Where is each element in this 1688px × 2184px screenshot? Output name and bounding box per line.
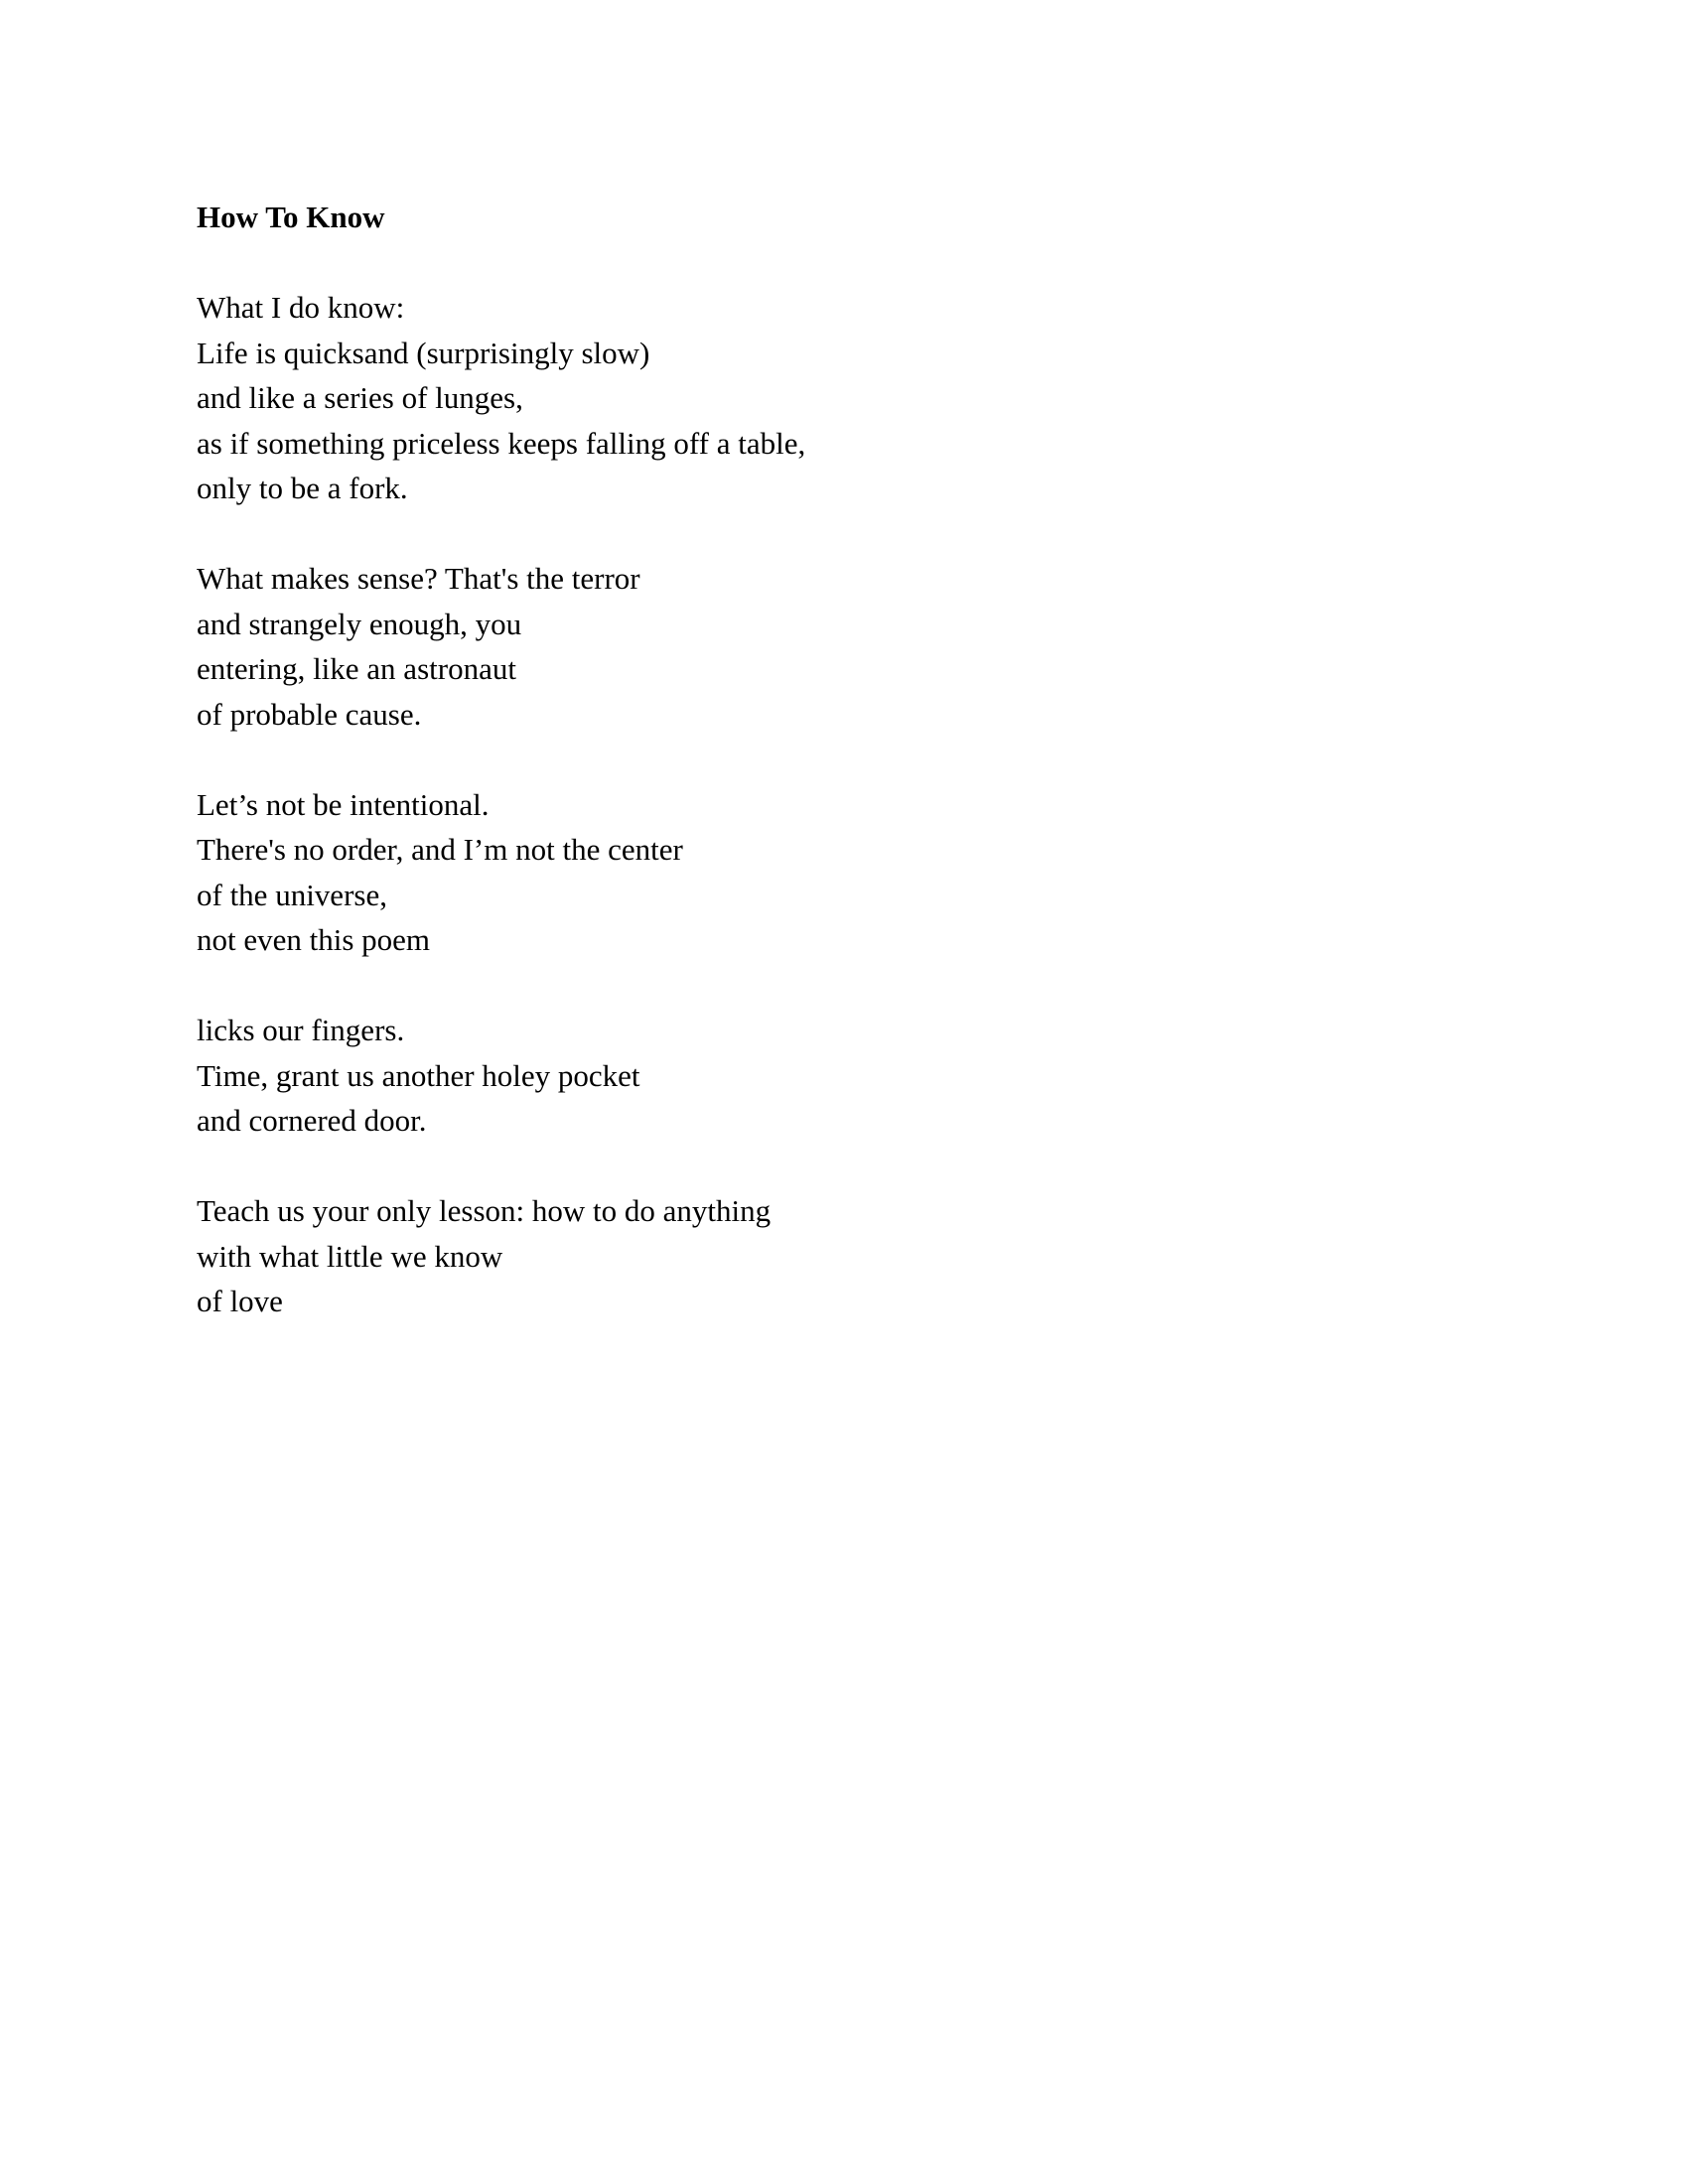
poem-line: Time, grant us another holey pocket bbox=[197, 1057, 640, 1093]
poem-line: with what little we know bbox=[197, 1238, 503, 1274]
poem-line: What makes sense? That's the terror bbox=[197, 561, 640, 596]
stanza-5 bbox=[197, 1188, 1388, 1324]
poem-line: licks our fingers. bbox=[197, 1013, 405, 1047]
poem-line: of love bbox=[197, 1284, 283, 1318]
poem-line: There's no order, and I’m not the center bbox=[197, 832, 683, 867]
stanza-4 bbox=[197, 1008, 1388, 1144]
poem-line: not even this poem bbox=[197, 922, 431, 957]
poem-line: Life is quicksand (surprisingly slow) bbox=[197, 335, 650, 370]
poem-line: of probable cause. bbox=[197, 696, 422, 732]
poem-line: and like a series of lunges, bbox=[197, 380, 523, 415]
poem-line: entering, like an astronaut bbox=[197, 651, 516, 686]
poem-line: only to be a fork. bbox=[197, 471, 408, 505]
poem-line: and cornered door. bbox=[197, 1103, 427, 1138]
poem-title: How To Know bbox=[197, 200, 385, 234]
poem-body bbox=[197, 285, 1388, 1324]
poem-line: What I do know: bbox=[197, 290, 405, 325]
poem-line: as if something priceless keeps falling off a table, bbox=[197, 425, 806, 461]
poem bbox=[197, 195, 1388, 1324]
poem-line: Teach us your only lesson: how to do anything bbox=[197, 1193, 772, 1228]
poem-line: Let’s not be intentional. bbox=[197, 786, 490, 822]
poem-line: and strangely enough, you bbox=[197, 606, 522, 641]
poem-line: of the universe, bbox=[197, 877, 387, 912]
stanza-3 bbox=[197, 782, 1388, 963]
stanza-2 bbox=[197, 556, 1388, 737]
stanza-1 bbox=[197, 285, 1388, 511]
